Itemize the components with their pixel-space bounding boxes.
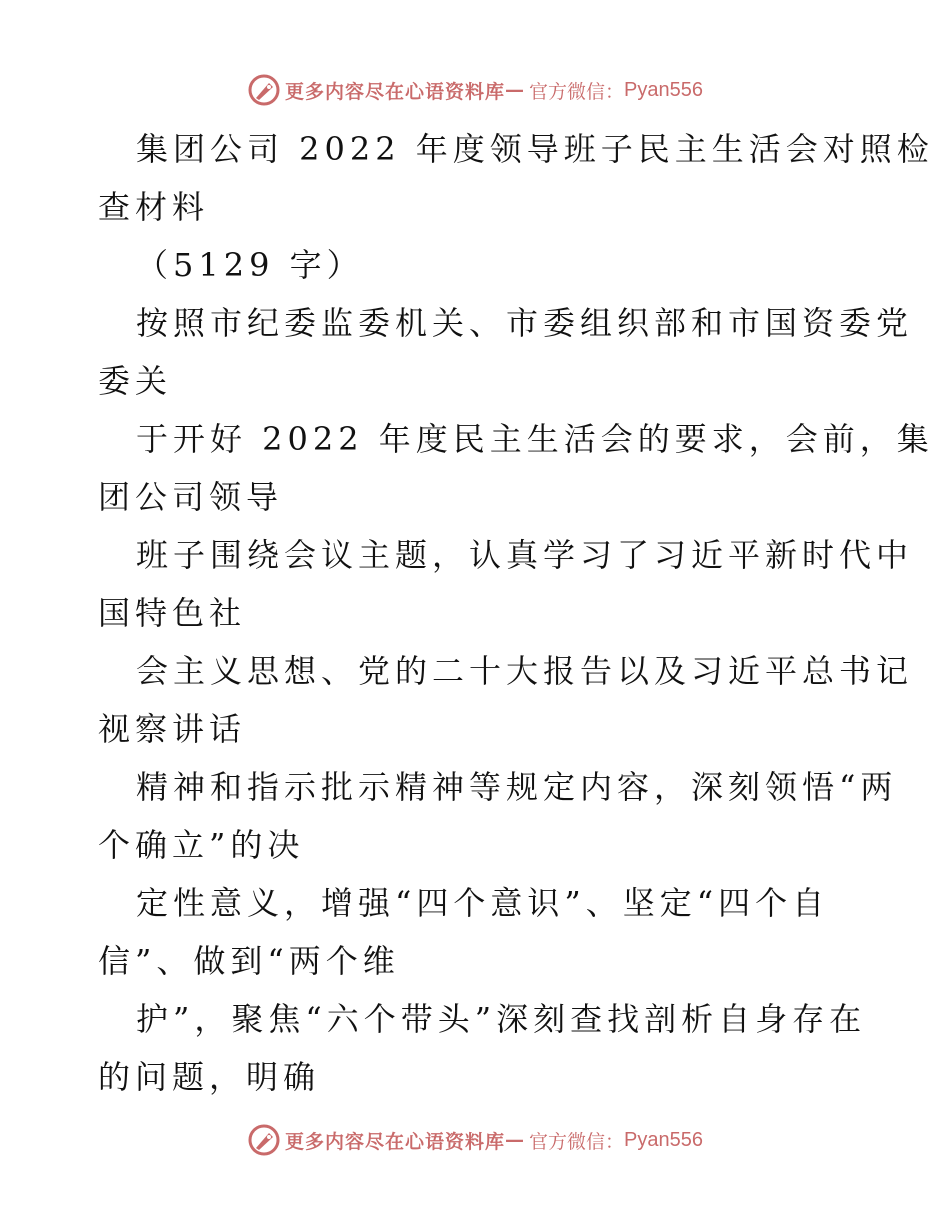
header-watermark [0, 70, 950, 110]
doc-line: 会主义思想、党的二十大报告以及习近平总书记 [136, 652, 914, 690]
doc-line: 班子围绕会议主题，认真学习了习近平新时代中 [136, 536, 914, 574]
doc-line: 按照市纪委监委机关、市委组织部和市国资委党 [136, 304, 914, 342]
doc-line: 视察讲话 [98, 710, 247, 748]
watermark-text: 更多内容尽在心语资料库 [285, 80, 506, 103]
doc-line: 团公司领导 [98, 478, 284, 516]
doc-line: 的问题，明确 [98, 1058, 321, 1096]
watermark-dash: — [505, 1129, 526, 1151]
pen-nib-logo-icon [247, 1123, 281, 1157]
watermark-wechat-label: 官方微信： [529, 80, 625, 103]
doc-line: 信”、做到“两个维 [98, 942, 400, 980]
watermark-wechat-id: Pyan556 [624, 1128, 703, 1151]
doc-line-word-count: （5129 字） [136, 246, 364, 284]
document-body [98, 120, 934, 1106]
doc-line: 定性意义，增强“四个意识”、坚定“四个自 [136, 884, 830, 922]
doc-line: 精神和指示批示精神等规定内容，深刻领悟“两 [136, 768, 898, 806]
pen-nib-logo-icon [247, 73, 281, 107]
footer-watermark [0, 1120, 950, 1160]
watermark-text: 更多内容尽在心语资料库 [285, 1130, 506, 1153]
watermark-dash: — [505, 79, 526, 101]
doc-line: 集团公司 2022 年度领导班子民主生活会对照检 [136, 130, 934, 168]
doc-line: 护”，聚焦“六个带头”深刻查找剖析自身存在 [136, 1000, 867, 1038]
doc-line: 国特色社 [98, 594, 247, 632]
doc-line: 委关 [98, 362, 173, 400]
doc-line: 个确立”的决 [98, 826, 305, 864]
doc-line: 查材料 [98, 188, 210, 226]
doc-line: 于开好 2022 年度民主生活会的要求，会前，集 [136, 420, 934, 458]
watermark-wechat-label: 官方微信： [529, 1130, 625, 1153]
watermark-wechat-id: Pyan556 [624, 78, 703, 101]
